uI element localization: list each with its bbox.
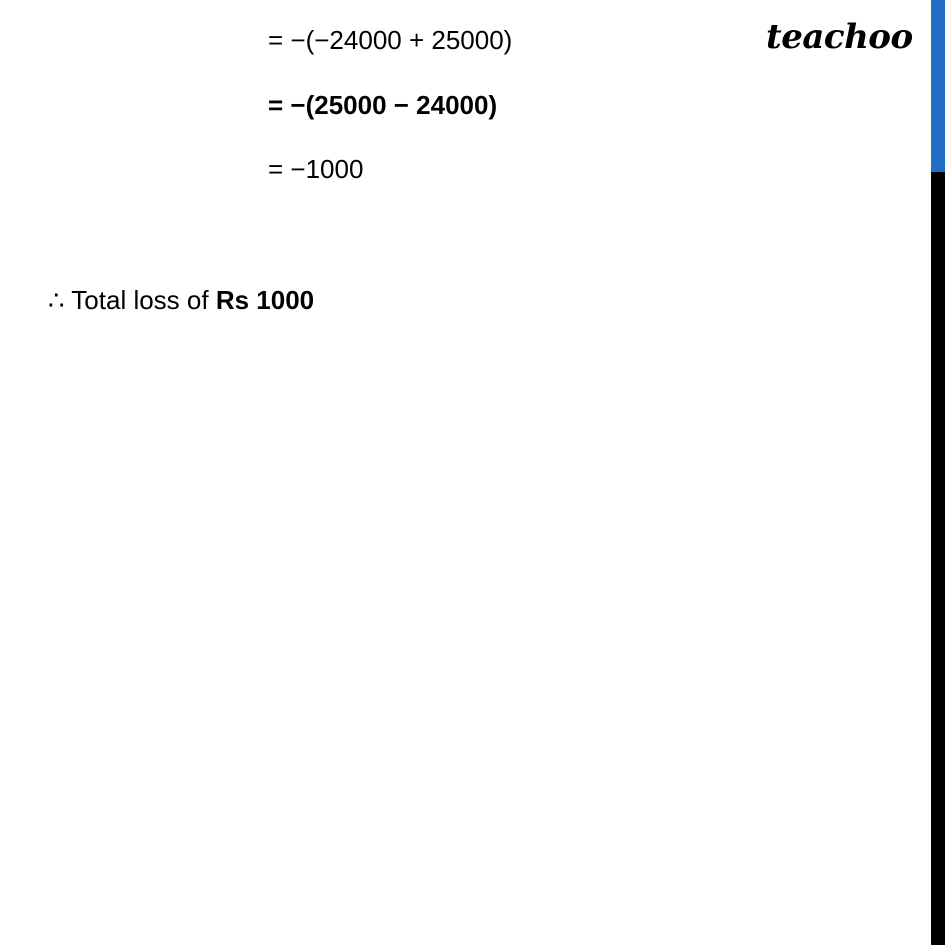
conclusion-line: [48, 284, 314, 316]
scrollbar-track[interactable]: [931, 0, 945, 945]
equation-step-2: = −(25000 − 24000): [268, 90, 498, 120]
scrollbar-thumb[interactable]: [931, 0, 945, 172]
equation-step-1: = −(−24000 + 25000): [268, 25, 513, 55]
conclusion-text: ∴ Total loss of: [48, 285, 216, 315]
loss-amount: Rs 1000: [215, 285, 315, 315]
equation-step-3: = −1000: [268, 154, 364, 184]
teachoo-logo: teachoo: [766, 17, 913, 57]
